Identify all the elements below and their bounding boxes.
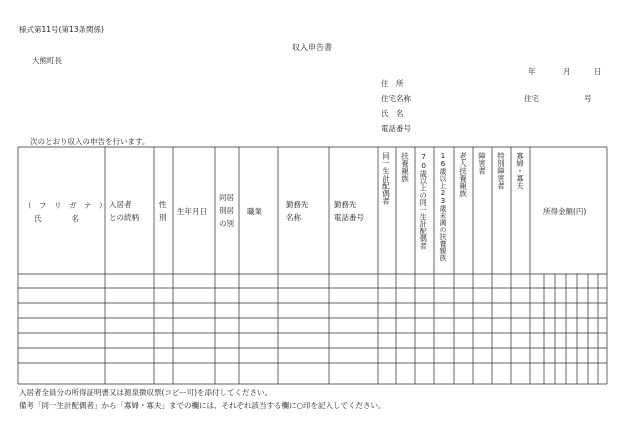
- address-label: 住 所: [381, 79, 404, 88]
- date-year-label: 年: [528, 67, 536, 76]
- col-occupation: 職業: [247, 207, 262, 216]
- col-elderly-dependent: 老人扶養親族: [458, 152, 468, 197]
- date-month-label: 月: [563, 67, 571, 76]
- col-spouse: 同一生計配偶者: [381, 152, 391, 205]
- col-income: 所得金額(円): [543, 207, 587, 216]
- room-suffix: 号: [584, 94, 592, 103]
- col-cohabit-line3: の別: [219, 219, 234, 228]
- col-name: 氏 名: [34, 214, 79, 223]
- document-title: 収入申告書: [292, 43, 332, 52]
- footer-note-attachment: 入居者全員分の所得証明書又は源泉徴収票(コピー可)を添付してください。: [19, 388, 273, 397]
- col-disabled: 障害者: [477, 152, 487, 175]
- col-special-disabled: 特別障害者: [496, 152, 506, 190]
- intro-text: 次のとおり収入の申告を行います。: [30, 137, 150, 146]
- housing-name-label: 住宅名称: [381, 94, 411, 103]
- col-workplace-name-line2: 名称: [286, 213, 301, 222]
- phone-label: 電話番号: [381, 124, 411, 133]
- col-cohabit-line2: 別居: [219, 206, 234, 215]
- col-sex-line1: 性: [159, 200, 167, 209]
- col-sex-line2: 別: [159, 213, 167, 222]
- col-workplace-phone-line2: 電話番号: [334, 213, 364, 222]
- col-birthdate: 生年月日: [177, 207, 207, 216]
- col-workplace-phone-line1: 勤務先: [334, 200, 357, 209]
- footer-note-remarks: 備考「同一生計配偶者」から「寡婦・寡夫」までの欄には、それぞれ該当する欄に○印を記入してください。: [19, 401, 386, 410]
- col-widow: 寡婦・寡夫: [515, 152, 525, 190]
- date-day-label: 日: [594, 67, 602, 76]
- col-name-furigana: （ フ リ ガ ナ ）: [24, 201, 107, 210]
- col-young-dependent: 16歳以上23歳未満の扶養親族: [439, 152, 447, 261]
- form-number: 様式第11号(第13条関係): [19, 25, 104, 34]
- name-label: 氏 名: [381, 109, 404, 118]
- housing-suffix: 住宅: [524, 94, 539, 103]
- addressee: 大熊町長: [32, 56, 62, 65]
- col-workplace-name-line1: 勤務先: [286, 200, 309, 209]
- col-relation-line2: との続柄: [109, 213, 139, 222]
- col-dependent: 扶養親族: [400, 152, 410, 182]
- col-cohabit-line1: 同居: [219, 193, 234, 202]
- col-elderly-spouse: 70歳以上の同一生計配偶者: [419, 152, 429, 250]
- col-relation-line1: 入居者: [109, 200, 132, 209]
